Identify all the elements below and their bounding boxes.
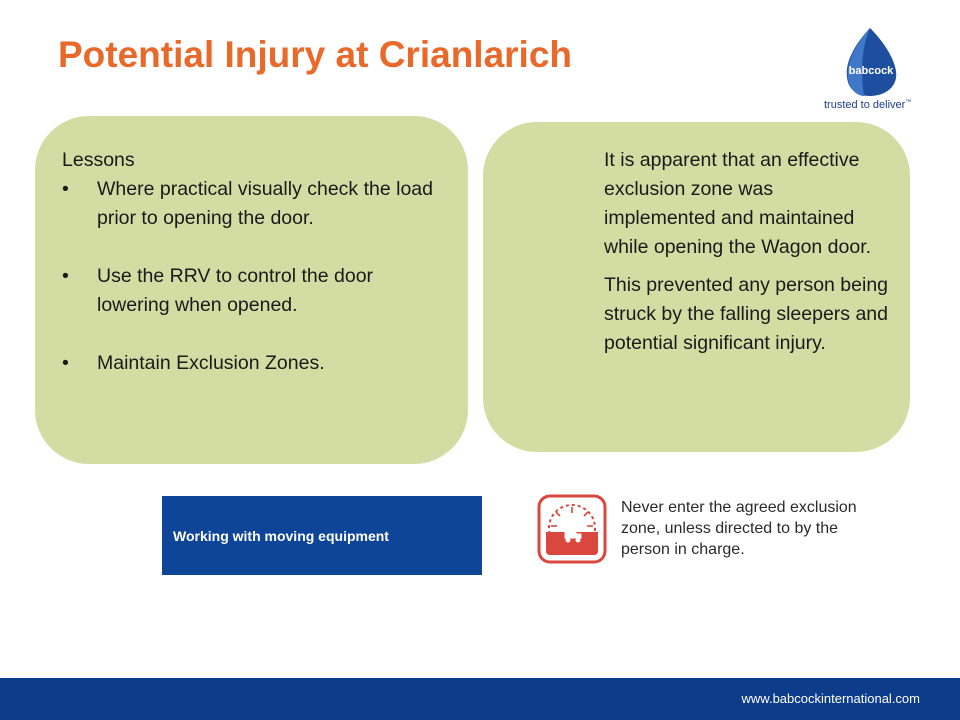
page-title: Potential Injury at Crianlarich bbox=[58, 34, 573, 75]
lessons-panel bbox=[35, 116, 468, 464]
lesson-item: • Where practical visually check the load prior to opening the door. bbox=[62, 175, 448, 233]
exclusion-rule-text: Never enter the agreed exclusion zone, unless directed to by the person in charge. bbox=[621, 499, 857, 558]
findings-panel bbox=[483, 122, 910, 452]
logo-wordmark: babcock bbox=[848, 65, 894, 77]
footer-bar bbox=[0, 678, 960, 720]
logo-tagline: trusted to deliver™ bbox=[824, 99, 912, 111]
lessons-list bbox=[62, 175, 448, 378]
footer-url[interactable]: www.babcockinternational.com bbox=[741, 691, 920, 706]
exclusion-zone-icon bbox=[537, 494, 607, 564]
moving-equipment-card bbox=[162, 496, 482, 575]
finding-paragraph: It is apparent that an effective exclusion zone was implemented and maintained while opening the Wagon door. bbox=[604, 149, 872, 258]
lesson-item: • Use the RRV to control the door lowering when opened. bbox=[62, 262, 448, 320]
lessons-heading: Lessons bbox=[62, 149, 135, 171]
finding-paragraph: This prevented any person being struck by the falling sleepers and potential significant injury. bbox=[604, 274, 889, 354]
card-label: Working with moving equipment bbox=[173, 527, 389, 544]
lesson-item: • Maintain Exclusion Zones. bbox=[62, 349, 448, 378]
